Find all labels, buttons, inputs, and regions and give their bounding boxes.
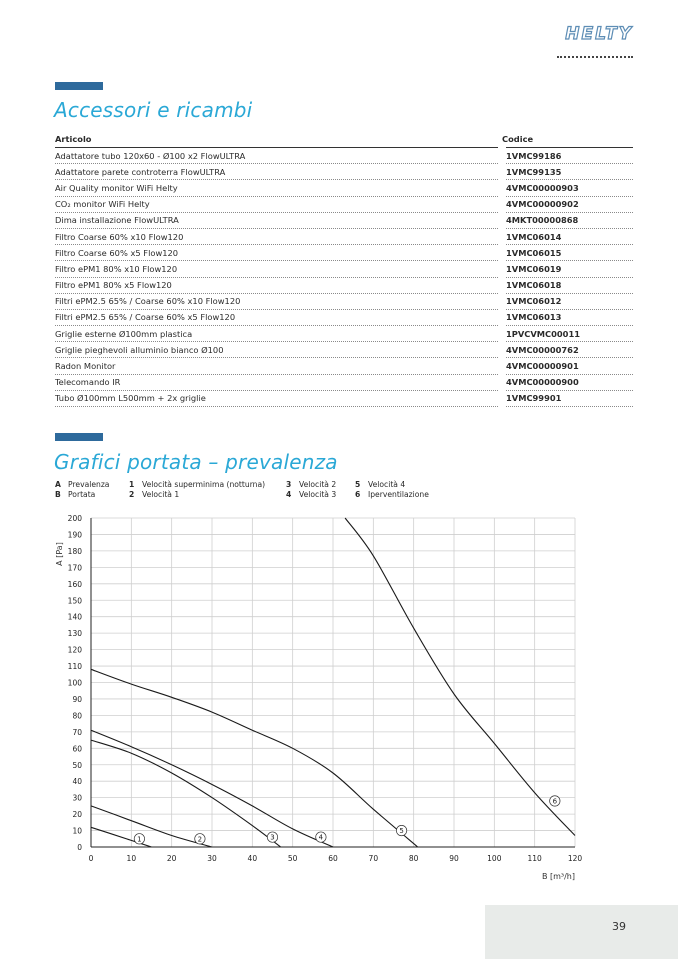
code-cell: 1VMC06018 [502,277,633,293]
code-cell: 4VMC00000762 [502,342,633,358]
curve-speed-6 [345,518,575,836]
y-tick-label: 130 [67,629,82,639]
code-cell: 1VMC06015 [502,245,633,261]
x-tick-label: 100 [487,854,502,863]
x-tick-label: 120 [567,854,583,863]
y-tick-label: 60 [72,744,82,754]
brand-logo: HELTY [565,24,633,44]
y-tick-label: 0 [77,843,82,852]
x-tick-label: 50 [287,854,298,863]
page-corner-band [485,905,678,959]
column-header-code: Codice [502,130,633,148]
legend-key: 4 [286,490,292,499]
legend-item [355,480,405,490]
y-tick-label: 160 [67,579,82,589]
y-tick-label: 100 [67,678,82,688]
code-cell: 4VMC00000902 [502,196,633,212]
chart-legend [55,480,475,502]
section-title-charts: Grafici portata – prevalenza [54,450,338,474]
x-tick-label: 20 [166,854,177,863]
table-row [55,358,633,374]
table-row [55,261,633,277]
column-header-article: Articolo [55,130,502,148]
table-row [55,342,633,358]
x-tick-label: 110 [527,854,542,863]
code-cell: 4VMC00000903 [502,180,633,196]
legend-label: Velocità superminima (notturna) [142,480,266,489]
article-cell: Filtro ePM1 80% x5 Flow120 [55,277,502,293]
legend-label: Velocità 4 [368,480,406,489]
curve-label-5: 5 [399,827,404,836]
article-cell: Griglie esterne Ø100mm plastica [55,326,502,342]
curve-label-4: 4 [318,833,324,842]
code-cell: 1VMC06012 [502,293,633,309]
table-header-row [55,130,633,148]
legend-key: 3 [286,480,292,489]
legend-label: Portata [68,490,96,499]
legend-key: 2 [129,490,135,499]
x-tick-label: 90 [449,854,459,863]
table-row [55,293,633,309]
article-cell: Air Quality monitor WiFi Helty [55,180,502,196]
article-cell: Filtri ePM2.5 65% / Coarse 60% x10 Flow120 [55,293,502,309]
code-cell: 1VMC06013 [502,309,633,325]
header-dotted-divider [557,56,633,60]
y-tick-label: 140 [67,612,82,622]
legend-label: Prevalenza [68,480,110,489]
curve-speed-5 [91,669,418,847]
legend-key: B [55,490,61,499]
chart-grid [91,518,575,847]
curve-label-3: 3 [270,833,275,842]
section-accent-bar [55,433,103,441]
x-tick-label: 70 [368,854,379,863]
y-tick-label: 170 [67,563,82,573]
flow-pressure-chart [38,510,598,890]
curve-speed-2 [91,806,212,847]
table-row [55,180,633,196]
x-tick-label: 80 [408,854,419,863]
legend-item [129,490,179,500]
y-tick-label: 180 [67,546,82,556]
legend-label: Velocità 1 [142,490,180,499]
y-tick-label: 40 [72,777,82,787]
curve-label-1: 1 [137,835,142,844]
accessories-table [55,130,633,407]
y-tick-label: 20 [72,810,82,820]
legend-key: 1 [129,480,135,489]
code-cell: 4VMC00000901 [502,358,633,374]
legend-item [55,490,95,500]
code-cell: 4VMC00000900 [502,374,633,390]
table-row [55,228,633,244]
legend-item [355,490,429,500]
article-cell: CO₂ monitor WiFi Helty [55,196,502,212]
article-cell: Tubo Ø100mm L500mm + 2x griglie [55,390,502,406]
y-tick-label: 120 [67,645,82,655]
legend-item [286,490,336,500]
x-axis-label: B [m³/h] [541,872,575,881]
article-cell: Radon Monitor [55,358,502,374]
legend-key: 5 [355,480,361,489]
x-tick-label: 10 [126,854,137,863]
legend-key: A [55,480,61,489]
curve-label-2: 2 [197,835,203,844]
y-tick-label: 150 [67,596,82,606]
page-number: 39 [612,920,626,933]
article-cell: Dima installazione FlowULTRA [55,212,502,228]
article-cell: Adattatore tubo 120x60 - Ø100 x2 FlowULTRA [55,148,502,164]
x-tick-label: 60 [328,854,338,863]
y-tick-label: 200 [67,514,82,523]
y-tick-label: 10 [72,826,82,836]
code-cell: 1VMC06014 [502,228,633,244]
code-cell: 1VMC99901 [502,390,633,406]
x-tick-label: 0 [88,854,94,863]
code-cell: 1PVCVMC00011 [502,326,633,342]
table-row [55,277,633,293]
table-row [55,164,633,180]
article-cell: Adattatore parete controterra FlowULTRA [55,164,502,180]
code-cell: 1VMC06019 [502,261,633,277]
legend-label: Iperventilazione [368,490,429,499]
table-row [55,374,633,390]
article-cell: Filtri ePM2.5 65% / Coarse 60% x5 Flow120 [55,309,502,325]
y-tick-label: 30 [72,793,82,803]
y-tick-label: 80 [72,711,82,721]
y-tick-label: 190 [67,530,82,540]
code-cell: 1VMC99186 [502,148,633,164]
article-cell: Telecomando IR [55,374,502,390]
legend-label: Velocità 3 [299,490,337,499]
y-axis-label: A [Pa] [55,542,64,566]
y-tick-label: 110 [67,662,82,672]
x-axis-ticks [89,854,583,863]
section-title-accessories: Accessori e ricambi [54,98,253,122]
section-accent-bar [55,82,103,90]
table-row [55,309,633,325]
curve-label-6: 6 [552,797,558,806]
table-row [55,245,633,261]
legend-item [55,480,109,490]
article-cell: Filtro Coarse 60% x5 Flow120 [55,245,502,261]
x-tick-label: 40 [247,854,258,863]
code-cell: 4MKT00000868 [502,212,633,228]
table-row [55,212,633,228]
article-cell: Filtro Coarse 60% x10 Flow120 [55,228,502,244]
legend-label: Velocità 2 [299,480,337,489]
table-row [55,148,633,164]
legend-item [129,480,265,490]
table-row [55,196,633,212]
article-cell: Griglie pieghevoli alluminio bianco Ø100 [55,342,502,358]
article-cell: Filtro ePM1 80% x10 Flow120 [55,261,502,277]
legend-item [286,480,336,490]
curve-labels [134,796,560,844]
y-tick-label: 50 [72,760,82,770]
x-tick-label: 30 [207,854,217,863]
y-tick-label: 70 [72,727,82,737]
legend-key: 6 [355,490,361,499]
table-row [55,390,633,406]
code-cell: 1VMC99135 [502,164,633,180]
y-tick-label: 90 [72,694,82,704]
y-axis-ticks [68,514,83,852]
table-row [55,326,633,342]
